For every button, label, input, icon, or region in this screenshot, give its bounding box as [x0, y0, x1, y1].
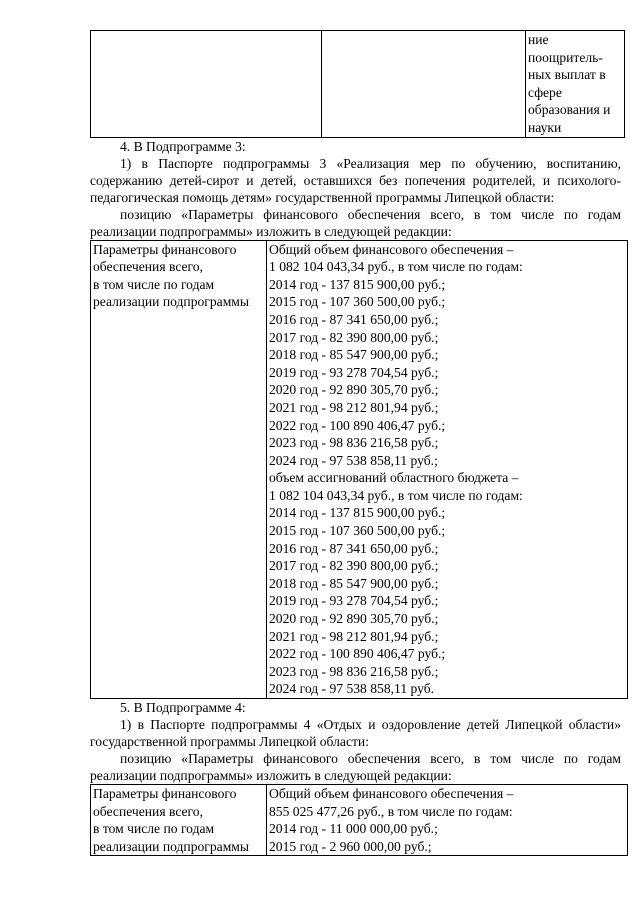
text-line: 855 025 477,26 руб., в том числе по годам:	[269, 803, 513, 819]
text-line: Параметры финансового	[93, 241, 237, 257]
finance-label-cell	[91, 240, 267, 698]
text-line: 2016 год - 87 341 650,00 руб.;	[269, 311, 439, 327]
text-line: 2023 год - 98 836 216,58 руб.;	[269, 663, 439, 679]
text-line: 2021 год - 98 212 801,94 руб.;	[269, 399, 439, 415]
text-line: Общий объем финансового обеспечения –	[269, 786, 514, 801]
text-line: 2024 год - 97 538 858,11 руб.;	[269, 452, 438, 468]
text-line: 2014 год - 11 000 000,00 руб.;	[269, 821, 438, 837]
document-page	[90, 30, 621, 856]
text-line: 2020 год - 92 890 305,70 руб.;	[269, 382, 439, 398]
continuation-cell-2	[322, 31, 526, 138]
text-line: 2021 год - 98 212 801,94 руб.;	[269, 628, 439, 644]
text-line: объем ассигнований областного бюджета –	[269, 470, 519, 486]
text-line: Общий объем финансового обеспечения –	[269, 241, 514, 257]
text-line: 2019 год - 93 278 704,54 руб.;	[269, 593, 439, 609]
text-line: ных выплат в	[528, 67, 606, 83]
text-line: обеспечения всего,	[93, 259, 203, 275]
finance-values-cell	[267, 785, 628, 856]
text-line: 2018 год - 85 547 900,00 руб.;	[269, 575, 439, 591]
text-line: в том числе по годам	[93, 821, 215, 837]
text-line: Параметры финансового	[93, 786, 237, 801]
text-line: обеспечения всего,	[93, 803, 203, 819]
section-4-item-1: 1) в Паспорте подпрограммы 3 «Реализация мер по обучению, воспитанию, содержанию детей-сирот и детей, оставшихся без попечения родителей, и психолого-педагогическая помощь детям» государственной программы Липецкой области:	[90, 155, 621, 205]
text-line: 2020 год - 92 890 305,70 руб.;	[269, 611, 439, 627]
text-line: 2015 год - 2 960 000,00 руб.;	[269, 838, 432, 854]
text-line: реализации подпрограммы	[93, 294, 250, 310]
text-line: 2014 год - 137 815 900,00 руб.;	[269, 505, 446, 521]
finance-label-cell	[91, 785, 267, 856]
continuation-table	[90, 30, 625, 138]
section-5-item-1: 1) в Паспорте подпрограммы 4 «Отдых и оздоровление детей Липецкой области» государственной программы Липецкой области:	[90, 717, 621, 749]
text-line: реализации подпрограммы	[93, 838, 250, 854]
text-line: 2022 год - 100 890 406,47 руб.;	[269, 646, 446, 662]
section-4-finance-table	[90, 240, 628, 699]
text-line: 2018 год - 85 547 900,00 руб.;	[269, 347, 439, 363]
section-4-position: позицию «Параметры финансового обеспечения всего, в том числе по годам реализации подпрограммы» изложить в следующей редакции:	[90, 206, 621, 239]
text-line: 2015 год - 107 360 500,00 руб.;	[269, 294, 446, 310]
text-line: 2014 год - 137 815 900,00 руб.;	[269, 276, 446, 292]
section-5-heading: 5. В Подпрограмме 4:	[120, 700, 246, 715]
text-line: в том числе по годам	[93, 276, 215, 292]
continuation-cell-3	[526, 31, 625, 138]
text-line: 2017 год - 82 390 800,00 руб.;	[269, 558, 439, 574]
text-line: 2019 год - 93 278 704,54 руб.;	[269, 364, 439, 380]
text-line: образования и	[528, 102, 611, 118]
text-line: 2023 год - 98 836 216,58 руб.;	[269, 435, 439, 451]
text-line: 2015 год - 107 360 500,00 руб.;	[269, 523, 446, 539]
text-line: 2024 год - 97 538 858,11 руб.	[269, 681, 435, 697]
text-line: 1 082 104 043,34 руб., в том числе по годам:	[269, 259, 523, 275]
text-line: поощритель-	[528, 49, 603, 65]
finance-values-cell	[267, 240, 628, 698]
section-4-heading: 4. В Подпрограмме 3:	[120, 138, 246, 154]
text-line: 2022 год - 100 890 406,47 руб.;	[269, 417, 446, 433]
text-line: 2017 год - 82 390 800,00 руб.;	[269, 329, 439, 345]
section-5-position: позицию «Параметры финансового обеспечения всего, в том числе по годам реализации подпрограммы» изложить в следующей редакции:	[90, 751, 621, 783]
section-5-finance-table	[90, 784, 628, 856]
text-line: 2016 год - 87 341 650,00 руб.;	[269, 540, 439, 556]
continuation-cell-1	[91, 31, 322, 138]
text-line: науки	[528, 119, 562, 135]
text-line: 1 082 104 043,34 руб., в том числе по годам:	[269, 487, 523, 503]
text-line: ние	[528, 32, 549, 47]
text-line: сфере	[528, 84, 562, 100]
